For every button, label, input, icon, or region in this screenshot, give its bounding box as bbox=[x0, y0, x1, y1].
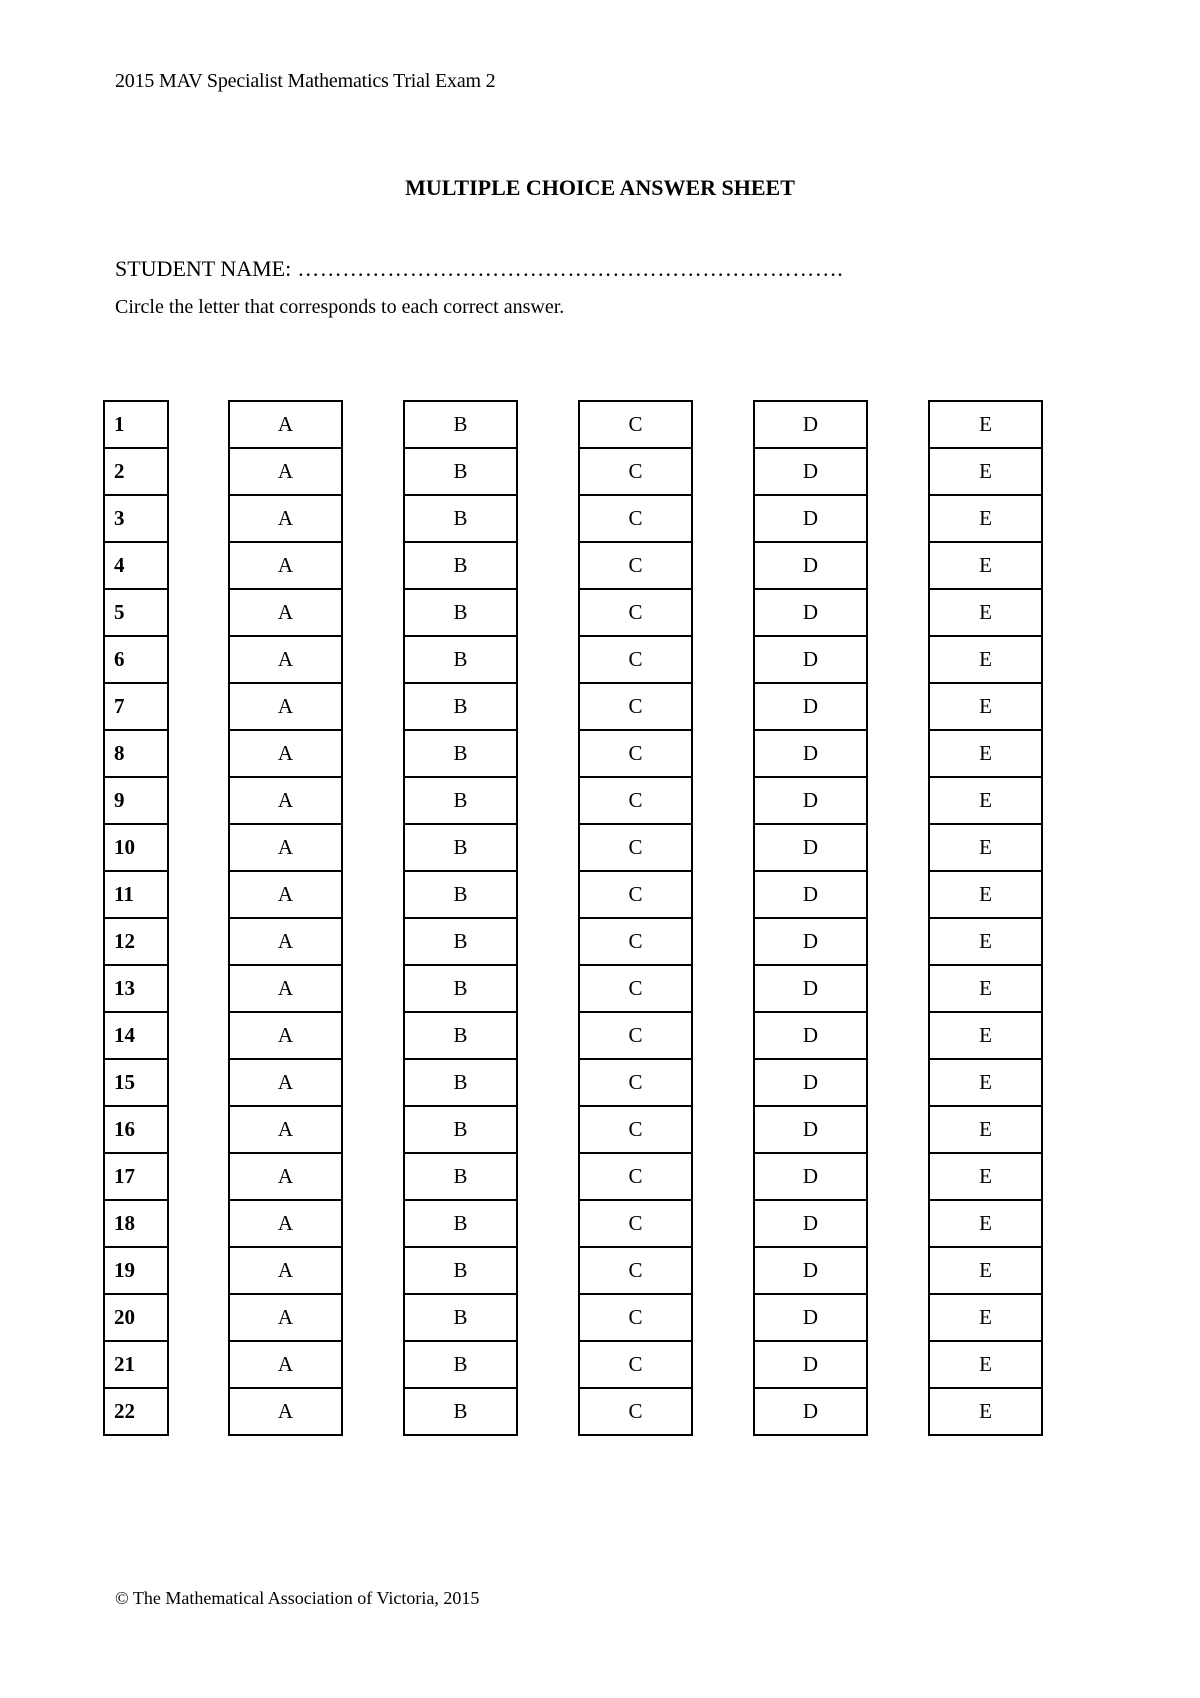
answer-option-q10-c[interactable]: C bbox=[580, 825, 691, 872]
answer-option-q3-a[interactable]: A bbox=[230, 496, 341, 543]
answer-option-q22-c[interactable]: C bbox=[628, 1399, 643, 1423]
question-number: 22 bbox=[114, 1399, 135, 1423]
question-number: 14 bbox=[105, 1013, 167, 1060]
option-column-a bbox=[228, 400, 343, 1436]
answer-option-q16-e[interactable]: E bbox=[930, 1107, 1041, 1154]
answer-option-q9-a[interactable]: A bbox=[230, 778, 341, 825]
answer-option-q17-c[interactable]: C bbox=[580, 1154, 691, 1201]
instruction-text: Circle the letter that corresponds to each correct answer. bbox=[115, 296, 565, 318]
student-name-label: STUDENT NAME: bbox=[115, 256, 292, 281]
answer-option-q11-b[interactable]: B bbox=[405, 872, 516, 919]
answer-option-q19-c[interactable]: C bbox=[580, 1248, 691, 1295]
answer-option-q22-a[interactable]: A bbox=[277, 1399, 294, 1423]
question-number: 6 bbox=[105, 637, 167, 684]
answer-option-q19-e[interactable]: E bbox=[930, 1248, 1041, 1295]
answer-option-q18-e[interactable]: E bbox=[930, 1201, 1041, 1248]
question-number: 11 bbox=[105, 872, 167, 919]
answer-option-q17-a[interactable]: A bbox=[230, 1154, 341, 1201]
answer-option-q4-c[interactable]: C bbox=[580, 543, 691, 590]
answer-option-q4-d[interactable]: D bbox=[755, 543, 866, 590]
answer-option-q22-d[interactable]: D bbox=[802, 1399, 819, 1423]
answer-option-q21-c[interactable]: C bbox=[580, 1342, 691, 1389]
answer-option-q1-c[interactable]: C bbox=[580, 402, 691, 449]
answer-option-q5-d[interactable]: D bbox=[755, 590, 866, 637]
answer-option-q17-b[interactable]: B bbox=[405, 1154, 516, 1201]
answer-option-q11-a[interactable]: A bbox=[230, 872, 341, 919]
answer-option-q16-c[interactable]: C bbox=[580, 1107, 691, 1154]
answer-option-q14-e[interactable]: E bbox=[930, 1013, 1041, 1060]
answer-option-q7-c[interactable]: C bbox=[580, 684, 691, 731]
answer-option-q9-e[interactable]: E bbox=[930, 778, 1041, 825]
answer-option-q13-c[interactable]: C bbox=[580, 966, 691, 1013]
answer-option-q16-b[interactable]: B bbox=[405, 1107, 516, 1154]
question-number: 13 bbox=[105, 966, 167, 1013]
answer-option-q20-b[interactable]: B bbox=[405, 1295, 516, 1342]
answer-option-q12-a[interactable]: A bbox=[230, 919, 341, 966]
answer-option-q5-a[interactable]: A bbox=[230, 590, 341, 637]
answer-option-q8-c[interactable]: C bbox=[580, 731, 691, 778]
answer-option-q12-c[interactable]: C bbox=[580, 919, 691, 966]
answer-option-q20-d[interactable]: D bbox=[755, 1295, 866, 1342]
question-number: 5 bbox=[105, 590, 167, 637]
answer-option-q15-b[interactable]: B bbox=[405, 1060, 516, 1107]
answer-option-q11-e[interactable]: E bbox=[930, 872, 1041, 919]
answer-option-q2-b[interactable]: B bbox=[405, 449, 516, 496]
answer-option-q15-a[interactable]: A bbox=[230, 1060, 341, 1107]
question-number: 8 bbox=[105, 731, 167, 778]
answer-option-q7-e[interactable]: E bbox=[930, 684, 1041, 731]
answer-option-q5-e[interactable]: E bbox=[930, 590, 1041, 637]
answer-option-q6-e[interactable]: E bbox=[930, 637, 1041, 684]
sheet-title: MULTIPLE CHOICE ANSWER SHEET bbox=[405, 175, 795, 200]
question-number: 20 bbox=[105, 1295, 167, 1342]
answer-option-q18-d[interactable]: D bbox=[755, 1201, 866, 1248]
answer-option-q16-d[interactable]: D bbox=[755, 1107, 866, 1154]
answer-option-q10-d[interactable]: D bbox=[755, 825, 866, 872]
answer-option-q17-d[interactable]: D bbox=[755, 1154, 866, 1201]
question-number: 15 bbox=[105, 1060, 167, 1107]
answer-option-q1-b[interactable]: B bbox=[405, 402, 516, 449]
question-number: 21 bbox=[105, 1342, 167, 1389]
answer-option-q13-a[interactable]: A bbox=[230, 966, 341, 1013]
answer-option-q4-a[interactable]: A bbox=[230, 543, 341, 590]
answer-option-q3-d[interactable]: D bbox=[755, 496, 866, 543]
question-number: 1 bbox=[105, 402, 167, 449]
option-column-b bbox=[403, 400, 518, 1436]
question-number: 9 bbox=[105, 778, 167, 825]
answer-option-q6-b[interactable]: B bbox=[405, 637, 516, 684]
answer-option-q21-d[interactable]: D bbox=[755, 1342, 866, 1389]
answer-option-q5-b[interactable]: B bbox=[405, 590, 516, 637]
answer-option-q1-e[interactable]: E bbox=[930, 402, 1041, 449]
answer-option-q8-d[interactable]: D bbox=[755, 731, 866, 778]
answer-option-q7-a[interactable]: A bbox=[230, 684, 341, 731]
answer-option-q14-a[interactable]: A bbox=[230, 1013, 341, 1060]
question-number: 17 bbox=[105, 1154, 167, 1201]
answer-option-q16-a[interactable]: A bbox=[230, 1107, 341, 1154]
answer-option-q21-a[interactable]: A bbox=[230, 1342, 341, 1389]
question-number: 10 bbox=[105, 825, 167, 872]
answer-option-q4-b[interactable]: B bbox=[405, 543, 516, 590]
answer-option-q10-b[interactable]: B bbox=[405, 825, 516, 872]
answer-option-q12-d[interactable]: D bbox=[755, 919, 866, 966]
answer-option-q7-b[interactable]: B bbox=[405, 684, 516, 731]
answer-option-q2-d[interactable]: D bbox=[755, 449, 866, 496]
answer-option-q10-a[interactable]: A bbox=[230, 825, 341, 872]
answer-option-q15-d[interactable]: D bbox=[755, 1060, 866, 1107]
option-column-e bbox=[928, 400, 1043, 1436]
question-number: 7 bbox=[105, 684, 167, 731]
answer-option-q18-a[interactable]: A bbox=[230, 1201, 341, 1248]
question-number: 16 bbox=[105, 1107, 167, 1154]
copyright-footer: © The Mathematical Association of Victoria, 2015 bbox=[115, 1588, 480, 1608]
answer-option-q6-a[interactable]: A bbox=[230, 637, 341, 684]
answer-option-q3-c[interactable]: C bbox=[580, 496, 691, 543]
answer-option-q13-d[interactable]: D bbox=[755, 966, 866, 1013]
answer-option-q15-e[interactable]: E bbox=[930, 1060, 1041, 1107]
answer-option-q9-d[interactable]: D bbox=[755, 778, 866, 825]
answer-option-q1-a[interactable]: A bbox=[230, 402, 341, 449]
answer-option-q14-b[interactable]: B bbox=[405, 1013, 516, 1060]
answer-option-q14-c[interactable]: C bbox=[580, 1013, 691, 1060]
option-column-d bbox=[753, 400, 868, 1436]
answer-option-q8-e[interactable]: E bbox=[930, 731, 1041, 778]
answer-option-q18-b[interactable]: B bbox=[405, 1201, 516, 1248]
question-number: 12 bbox=[105, 919, 167, 966]
answer-option-q15-c[interactable]: C bbox=[580, 1060, 691, 1107]
answer-option-q6-c[interactable]: C bbox=[580, 637, 691, 684]
answer-option-q9-c[interactable]: C bbox=[580, 778, 691, 825]
answer-option-q3-b[interactable]: B bbox=[405, 496, 516, 543]
running-header: 2015 MAV Specialist Mathematics Trial Exam 2 bbox=[115, 70, 496, 92]
answer-option-q10-e[interactable]: E bbox=[930, 825, 1041, 872]
answer-option-q2-a[interactable]: A bbox=[230, 449, 341, 496]
answer-option-q17-e[interactable]: E bbox=[930, 1154, 1041, 1201]
answer-option-q8-b[interactable]: B bbox=[405, 731, 516, 778]
answer-option-q21-e[interactable]: E bbox=[930, 1342, 1041, 1389]
answer-option-q19-b[interactable]: B bbox=[405, 1248, 516, 1295]
question-number: 18 bbox=[105, 1201, 167, 1248]
student-name-field[interactable]: ………………………………………………………………. bbox=[297, 256, 844, 281]
answer-option-q13-b[interactable]: B bbox=[405, 966, 516, 1013]
answer-option-q20-e[interactable]: E bbox=[930, 1295, 1041, 1342]
question-number: 3 bbox=[105, 496, 167, 543]
answer-option-q21-b[interactable]: B bbox=[405, 1342, 516, 1389]
answer-option-q12-b[interactable]: B bbox=[405, 919, 516, 966]
answer-option-q2-e[interactable]: E bbox=[930, 449, 1041, 496]
question-number: 4 bbox=[105, 543, 167, 590]
answer-option-q4-e[interactable]: E bbox=[930, 543, 1041, 590]
answer-option-q19-d[interactable]: D bbox=[755, 1248, 866, 1295]
answer-option-q18-c[interactable]: C bbox=[580, 1201, 691, 1248]
answer-option-q8-a[interactable]: A bbox=[230, 731, 341, 778]
answer-option-q14-d[interactable]: D bbox=[755, 1013, 866, 1060]
question-number: 19 bbox=[105, 1248, 167, 1295]
answer-option-q7-d[interactable]: D bbox=[755, 684, 866, 731]
answer-option-q19-a[interactable]: A bbox=[230, 1248, 341, 1295]
answer-option-q12-e[interactable]: E bbox=[930, 919, 1041, 966]
answer-option-q13-e[interactable]: E bbox=[930, 966, 1041, 1013]
answer-option-q11-d[interactable]: D bbox=[755, 872, 866, 919]
question-number-column bbox=[103, 400, 169, 1436]
answer-option-q9-b[interactable]: B bbox=[405, 778, 516, 825]
answer-option-q22-e[interactable]: E bbox=[979, 1399, 992, 1423]
answer-option-q6-d[interactable]: D bbox=[755, 637, 866, 684]
question-number: 2 bbox=[105, 449, 167, 496]
answer-option-q1-d[interactable]: D bbox=[755, 402, 866, 449]
answer-option-q20-c[interactable]: C bbox=[580, 1295, 691, 1342]
answer-option-q2-c[interactable]: C bbox=[580, 449, 691, 496]
answer-option-q5-c[interactable]: C bbox=[580, 590, 691, 637]
answer-option-q22-b[interactable]: B bbox=[453, 1399, 468, 1423]
answer-option-q3-e[interactable]: E bbox=[930, 496, 1041, 543]
answer-option-q11-c[interactable]: C bbox=[580, 872, 691, 919]
answer-option-q20-a[interactable]: A bbox=[230, 1295, 341, 1342]
option-column-c bbox=[578, 400, 693, 1436]
